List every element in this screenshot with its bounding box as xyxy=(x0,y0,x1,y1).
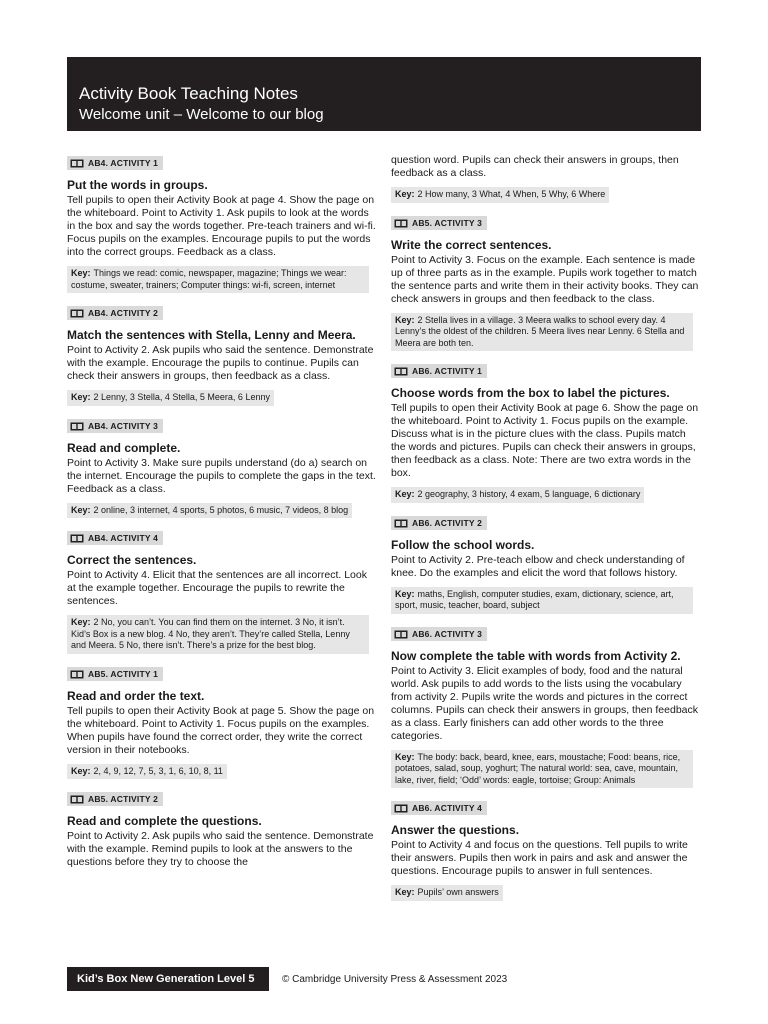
answer-key xyxy=(67,266,369,293)
activity-heading: Answer the questions. xyxy=(391,823,520,837)
activity-tag-label: AB5. ACTIVITY 1 xyxy=(88,668,159,679)
activity-continuation xyxy=(391,154,701,203)
activity-tag-label: AB5. ACTIVITY 3 xyxy=(412,217,483,228)
activity-body: Point to Activity 3. Elicit examples of body, food and the natural world. Ask pupils to add words to the lists using the vocabulary from activity 2. Pupils write the words and pictures in the correct columns. Pupils can check their answers in groups, then feedback as a class. Early finishers can add other words to the three categories. xyxy=(391,664,698,742)
activity-tag-label: AB4. ACTIVITY 3 xyxy=(88,420,159,431)
open-book-icon xyxy=(394,519,408,528)
open-book-icon xyxy=(70,422,84,431)
activity-heading: Correct the sentences. xyxy=(67,553,197,567)
key-label: Key: xyxy=(71,765,91,776)
page-title: Activity Book Teaching Notes xyxy=(79,84,298,103)
key-text: 2 Lenny, 3 Stella, 4 Stella, 5 Meera, 6 Lenny xyxy=(93,392,270,402)
activity-block xyxy=(67,305,377,406)
activity-body: question word. Pupils can check their answers in groups, then feedback as a class. xyxy=(391,154,679,179)
activity-heading: Choose words from the box to label the pictures. xyxy=(391,386,670,400)
activity-block xyxy=(391,515,701,614)
activity-tag xyxy=(67,792,163,806)
activity-heading: Match the sentences with Stella, Lenny and Meera. xyxy=(67,328,356,342)
answer-key xyxy=(67,503,352,519)
activity-body: Point to Activity 3. Make sure pupils understand (do a) search on the internet. Encourage the pupils to complete the gaps in the text. Feedback as a class. xyxy=(67,456,376,495)
activity-tag xyxy=(67,531,163,545)
answer-key xyxy=(67,390,274,406)
activity-tag-label: AB6. ACTIVITY 3 xyxy=(412,628,483,639)
open-book-icon xyxy=(394,630,408,639)
activity-block xyxy=(67,155,377,293)
activity-block xyxy=(67,530,377,654)
open-book-icon xyxy=(70,159,84,168)
activity-tag xyxy=(67,667,163,681)
key-label: Key: xyxy=(395,189,415,199)
activity-body: Tell pupils to open their Activity Book at page 4. Show the page on the whiteboard. Point to Activity 1. Ask pupils to look at the words in the box and say the words together. Pre-teach trainers and wi-fi. Focus pupils on the examples. Encourage pupils to put the words into the correct groups. Feedback as a class. xyxy=(67,194,376,258)
activity-heading: Read and complete the questions. xyxy=(67,814,262,828)
activity-tag xyxy=(391,801,487,815)
activity-tag xyxy=(67,306,163,320)
activity-body: Point to Activity 2. Ask pupils who said the sentence. Demonstrate with the example. Encourage the pupils to continue. Pupils can check their answers in groups, then feedback as a class. xyxy=(67,344,374,382)
key-label: Key: xyxy=(71,392,91,402)
key-text: 2 No, you can’t. You can find them on the internet. 3 No, it isn’t. Kid’s Box is a new blog. 4 No, they aren’t. They’re called Stella, Lenny and Meera. 5 No, there isn’t. There’s a prize for the best blog. xyxy=(71,617,350,650)
key-text: 2, 4, 9, 12, 7, 5, 3, 1, 6, 10, 8, 11 xyxy=(93,765,223,776)
open-book-icon xyxy=(70,670,84,679)
activity-block xyxy=(67,791,377,869)
activity-tag xyxy=(391,216,487,230)
copyright-text: © Cambridge University Press & Assessment 2023 xyxy=(282,973,508,985)
activity-block xyxy=(391,626,701,789)
key-text: Pupils’ own answers xyxy=(417,887,499,897)
key-text: 2 How many, 3 What, 4 When, 5 Why, 6 Where xyxy=(417,189,606,199)
series-badge: Kid’s Box New Generation Level 5 xyxy=(67,967,269,991)
activity-body: Point to Activity 4 and focus on the questions. Tell pupils to write their answers. Pupils then work in pairs and ask and answer the questions. Encourage pupils to answer in full sentences. xyxy=(391,839,688,877)
activity-heading: Follow the school words. xyxy=(391,537,535,552)
left-column xyxy=(67,155,377,881)
activity-tag-label: AB5. ACTIVITY 2 xyxy=(88,794,159,804)
key-text: 2 online, 3 internet, 4 sports, 5 photos, 6 music, 7 videos, 8 blog xyxy=(93,504,349,515)
key-label: Key: xyxy=(71,268,91,278)
activity-body: Point to Activity 4. Elicit that the sentences are all incorrect. Look at the example together. Encourage the pupils to rewrite the sentences. xyxy=(67,569,367,607)
activity-block xyxy=(67,418,377,519)
key-label: Key: xyxy=(71,617,91,627)
key-label: Key: xyxy=(395,489,415,499)
answer-key xyxy=(67,764,227,780)
answer-key xyxy=(391,187,609,203)
activity-heading: Read and complete. xyxy=(67,440,181,455)
right-column xyxy=(391,154,701,913)
key-text: 2 Stella lives in a village. 3 Meera walks to school every day. 4 Lenny’s the oldest of the children. 5 Meera lives near Lenny. 6 Stella and Meera are both ten. xyxy=(395,314,685,348)
open-book-icon xyxy=(394,804,408,813)
key-label: Key: xyxy=(395,887,415,897)
activity-tag-label: AB4. ACTIVITY 2 xyxy=(88,308,159,318)
key-text: 2 geography, 3 history, 4 exam, 5 language, 6 dictionary xyxy=(417,489,641,499)
activity-block xyxy=(67,666,377,780)
answer-key xyxy=(391,487,644,503)
answer-key xyxy=(391,313,693,352)
page-footer xyxy=(67,967,507,991)
open-book-icon xyxy=(70,795,84,804)
key-label: Key: xyxy=(395,588,415,599)
activity-body: Tell pupils to open their Activity Book at page 5. Show the page on the whiteboard. Point to Activity 1. Focus pupils on the examples. When pupils have found the correct order, they write the correct version in their notebooks. xyxy=(67,704,375,756)
activity-tag xyxy=(391,627,487,641)
activity-heading: Now complete the table with words from Activity 2. xyxy=(391,648,681,663)
activity-block xyxy=(391,800,701,901)
answer-key xyxy=(67,615,369,654)
answer-key xyxy=(391,587,693,614)
activity-tag xyxy=(67,419,163,433)
activity-heading: Put the words in groups. xyxy=(67,178,208,192)
key-label: Key: xyxy=(71,504,91,515)
activity-tag-label: AB6. ACTIVITY 2 xyxy=(412,517,483,528)
open-book-icon xyxy=(70,534,84,543)
activity-tag-label: AB4. ACTIVITY 1 xyxy=(88,158,159,168)
key-label: Key: xyxy=(395,314,415,325)
activity-body: Point to Activity 3. Focus on the example. Each sentence is made up of three parts as in the example. Pupils work together to match the sentence parts and write them in their activity books. They can check answers in groups and then feedback to the class. xyxy=(391,253,699,305)
key-label: Key: xyxy=(395,751,415,762)
activity-heading: Read and order the text. xyxy=(67,688,205,703)
activity-heading: Write the correct sentences. xyxy=(391,237,552,252)
key-text: The body: back, beard, knee, ears, moustache; Food: beans, rice, potatoes, salad, soup, yoghurt; The natural world: sea, cave, mountain, lake, river, field; ‘Odd’ words: eagle, tortoise; Group: Animals xyxy=(395,751,681,785)
key-text: Things we read: comic, newspaper, magazine; Things we wear: costume, sweater, trainers; Computer things: wi-fi, screen, internet xyxy=(71,268,347,290)
activity-block xyxy=(391,363,701,503)
open-book-icon xyxy=(394,219,408,228)
activity-block xyxy=(391,215,701,352)
activity-body: Tell pupils to open their Activity Book at page 6. Show the page on the whiteboard. Point to Activity 1. Focus pupils on the example. Discuss what is in the picture clues with the class. Pupils match the words and pictures. Pupils can check their answers in groups, then feedback as a class. Note: There are two extra words in the box. xyxy=(391,402,699,479)
activity-body: Point to Activity 2. Ask pupils who said the sentence. Demonstrate with the example. Remind pupils to look at the answers to the questions before they try to choose the xyxy=(67,830,374,868)
answer-key xyxy=(391,885,503,901)
activity-tag-label: AB4. ACTIVITY 4 xyxy=(88,533,159,543)
activity-body: Point to Activity 2. Pre-teach elbow and check understanding of knee. Do the examples and elicit the word that follows history. xyxy=(391,553,685,579)
activity-tag-label: AB6. ACTIVITY 4 xyxy=(412,803,483,813)
key-text: maths, English, computer studies, exam, dictionary, science, art, sport, music, teacher, board, subject xyxy=(395,588,674,610)
page-header xyxy=(67,57,701,131)
page-subtitle: Welcome unit – Welcome to our blog xyxy=(79,106,324,123)
activity-tag-label: AB6. ACTIVITY 1 xyxy=(412,366,483,376)
answer-key xyxy=(391,750,693,789)
activity-tag xyxy=(67,156,163,170)
activity-tag xyxy=(391,364,487,378)
activity-tag xyxy=(391,516,487,530)
open-book-icon xyxy=(70,309,84,318)
open-book-icon xyxy=(394,367,408,376)
